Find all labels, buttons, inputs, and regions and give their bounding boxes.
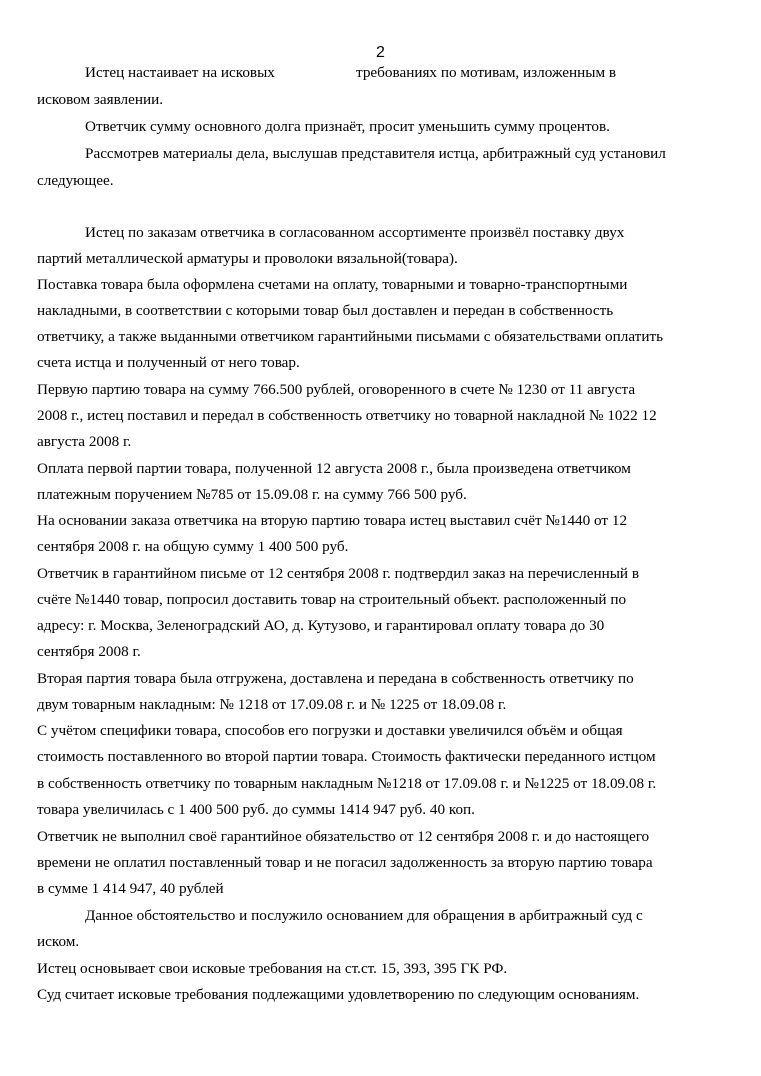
text-line: Истец по заказам ответчика в согласованном ассортименте произвёл поставку двух xyxy=(85,224,625,241)
text-line: стоимость поставленного во второй партии товара. Стоимость фактически переданного истцом xyxy=(37,748,656,765)
text-line: требованиях по мотивам, изложенным в xyxy=(356,64,617,81)
text-line: Суд считает исковые требования подлежащими удовлетворению по следующим основаниям. xyxy=(37,986,640,1003)
text-line: адресу: г. Москва, Зеленоградский АО, д. Кутузово, и гарантировал оплату товара до 30 xyxy=(37,617,605,634)
text-line: Оплата первой партии товара, полученной 12 августа 2008 г., была произведена ответчиком xyxy=(37,460,631,477)
text-line: двум товарным накладным: № 1218 от 17.09.08 г. и № 1225 от 18.09.08 г. xyxy=(37,696,507,713)
text-line: следующее. xyxy=(37,172,114,189)
text-line: Ответчик сумму основного долга признаёт, просит уменьшить сумму процентов. xyxy=(85,118,610,135)
text-line: Данное обстоятельство и послужило основанием для обращения в арбитражный суд с xyxy=(85,907,643,924)
text-line: исковом заявлении. xyxy=(37,91,164,108)
text-line: партий металлической арматуры и проволоки вязальной(товара). xyxy=(37,250,458,267)
text-line: Истец настаивает на исковых xyxy=(85,64,275,81)
text-line: накладными, в соответствии с которыми товар был доставлен и передан в собственность xyxy=(37,302,614,319)
text-line: платежным поручением №785 от 15.09.08 г. на сумму 766 500 руб. xyxy=(37,486,467,503)
text-line: Рассмотрев материалы дела, выслушав представителя истца, арбитражный суд установил xyxy=(85,145,666,162)
text-line: августа 2008 г. xyxy=(37,433,132,450)
text-line: иском. xyxy=(37,933,80,950)
text-line: товара увеличилась с 1 400 500 руб. до суммы 1414 947 руб. 40 коп. xyxy=(37,801,475,818)
page-number: 2 xyxy=(376,44,385,61)
text-line: Первую партию товара на сумму 766.500 рублей, оговоренного в счете № 1230 от 11 августа xyxy=(37,381,636,398)
text-line: сентября 2008 г. xyxy=(37,643,141,660)
text-line: Ответчик не выполнил своё гарантийное обязательство от 12 сентября 2008 г. и до настоящего xyxy=(37,828,650,845)
text-line: счета истца и полученный от него товар. xyxy=(37,354,300,371)
text-line: в сумме 1 414 947, 40 рублей xyxy=(37,880,224,897)
text-line: 2008 г., истец поставил и передал в собственность ответчику но товарной накладной № 1022 12 xyxy=(37,407,657,424)
text-line: Ответчик в гарантийном письме от 12 сентября 2008 г. подтвердил заказ на перечисленный в xyxy=(37,565,640,582)
text-line: Истец основывает свои исковые требования на ст.ст. 15, 393, 395 ГК РФ. xyxy=(37,960,508,977)
text-line: ответчику, а также выданными ответчиком гарантийными письмами с обязательствами оплатить xyxy=(37,328,664,345)
text-line: На основании заказа ответчика на вторую партию товара истец выставил счёт №1440 от 12 xyxy=(37,512,628,529)
text-line: Поставка товара была оформлена счетами на оплату, товарными и товарно-транспортными xyxy=(37,276,628,293)
text-line: Вторая партия товара была отгружена, доставлена и передана в собственность ответчику по xyxy=(37,670,634,687)
text-line: счёте №1440 товар, попросил доставить товар на строительный объект. расположенный по xyxy=(37,591,627,608)
text-line: С учётом специфики товара, способов его погрузки и доставки увеличился объём и общая xyxy=(37,722,623,739)
text-line: в собственность ответчику по товарным накладным №1218 от 17.09.08 г. и №1225 от 18.09.08 г. xyxy=(37,775,657,792)
text-line: сентября 2008 г. на общую сумму 1 400 500 руб. xyxy=(37,538,349,555)
text-line: времени не оплатил поставленный товар и не погасил задолженность за вторую партию товара xyxy=(37,854,653,871)
